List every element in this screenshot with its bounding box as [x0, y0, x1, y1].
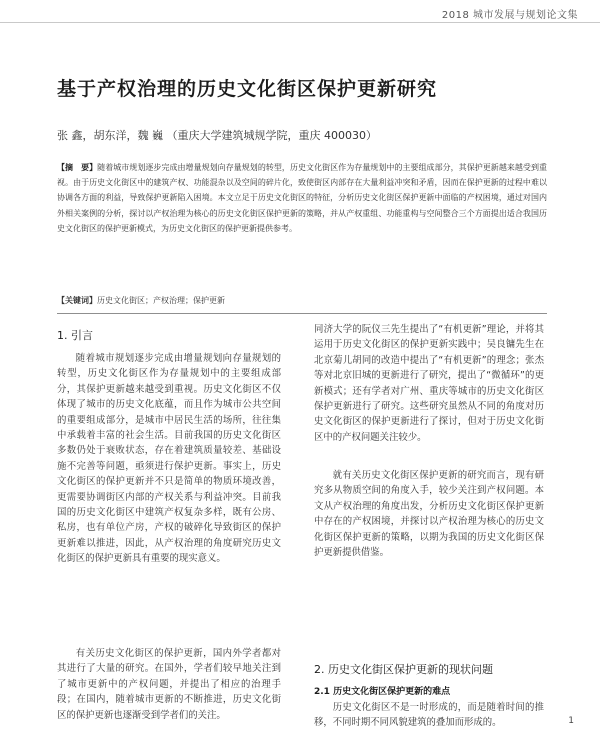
- author-line: 张 鑫，胡东洋，魏 巍 （重庆大学建筑城规学院，重庆 400030）: [57, 129, 377, 142]
- intro-paragraph-1: 随着城市规划逐步完成由增量规划向存量规划的转型，历史文化街区作为存量规划中的主要组成部分，其保护更新越来越受到重视。历史文化街区不仅体现了城市的历史文化底蕴，而且作为城市公共空间的重要组成部分，是城市中居民生活的场所，往往集中承载着丰富的社会生活。目前我国的历史文化街区多数仍处于衰败状态，存在着建筑质量较差、基础设施不完善等问题，亟须进行保护更新。事实上，历史文化街区的保护更新并不只是简单的物质环境改善，更需要协调街区内部的产权关系与利益冲突。目前我国的历史文化街区中建筑产权复杂多样，既有公房、私房，也有单位产房，产权的破碎化导致街区的保护更新难以推进，因此，从产权治理的角度研究历史文化街区的保护更新具有重要的现实意义。: [57, 353, 281, 565]
- paper-title: 基于产权治理的历史文化街区保护更新研究: [57, 78, 438, 100]
- header-rule: [0, 22, 600, 23]
- abstract-label: 【摘 要】: [57, 163, 98, 172]
- right-paragraph-1: 同济大学的阮仪三先生提出了“有机更新”理论，并将其运用于历史文化街区的保护更新实践中；吴良镛先生在北京菊儿胡同的改造中提出了“有机更新”的理念；张杰等对北京旧城的更新进行了研究，提出了“微循环”的更新模式；还有学者对广州、重庆等城市的历史文化街区保护更新进行了研究。这些研究虽然从不同的角度对历史文化街区的保护更新进行了探讨，但对于历史文化街区中的产权问题关注较少。: [314, 324, 544, 443]
- subsection-2-1-text: 历史文化街区不是一时形成的，而是随着时间的推移，不同时期不同风貌建筑的叠加而形成的。: [314, 702, 544, 729]
- section-1-heading: 1. 引言: [57, 329, 93, 342]
- left-column: [57, 326, 281, 721]
- right-column: [314, 322, 544, 729]
- page-number: 1: [568, 716, 574, 726]
- abstract-text: 随着城市规划逐步完成由增量规划向存量规划的转型，历史文化街区作为存量规划中的主要组成部分，其保护更新越来越受到重视。由于历史文化街区中的建筑产权、功能混杂以及空间的碎片化，致使街区内部存在大量利益冲突和矛盾，因而在保护更新的过程中难以协调各方面的利益，导致保护更新陷入困境。本文立足于历史文化街区的特征，分析历史文化街区保护更新中面临的产权困境，通过对国内外相关案例的分析，探讨以产权治理为核心的历史文化街区保护更新的策略，并从产权重组、功能重构与空间整合三个方面提出适合我国历史文化街区的保护更新模式，为历史文化街区的保护更新提供参考。: [57, 163, 547, 233]
- abstract-divider: [57, 313, 547, 314]
- intro-paragraph-2: 有关历史文化街区的保护更新，国内外学者都对其进行了大量的研究。在国外，学者们较早地关注到了城市更新中的产权问题，并提出了相应的治理手段；在国内，随着城市更新的不断推进，历史文化街区的保护更新也逐渐受到学者们的关注。: [57, 648, 281, 721]
- keywords: [57, 295, 547, 306]
- subsection-2-1-heading: 2.1 历史文化街区保护更新的难点: [314, 687, 451, 697]
- abstract: [57, 160, 547, 236]
- running-header: 2018 城市发展与规划论文集: [441, 10, 578, 21]
- keywords-label: 【关键词】: [57, 296, 97, 305]
- keywords-text: 历史文化街区；产权治理；保护更新: [97, 296, 225, 305]
- section-2-heading: 2. 历史文化街区保护更新的现状问题: [314, 663, 493, 676]
- right-paragraph-2: 就有关历史文化街区保护更新的研究而言，现有研究多从物质空间的角度入手，较少关注到产权问题。本文从产权治理的角度出发，分析历史文化街区保护更新中存在的产权困境，并探讨以产权治理为核心的历史文化街区保护更新的策略，以期为我国的历史文化街区保护更新提供借鉴。: [314, 470, 544, 559]
